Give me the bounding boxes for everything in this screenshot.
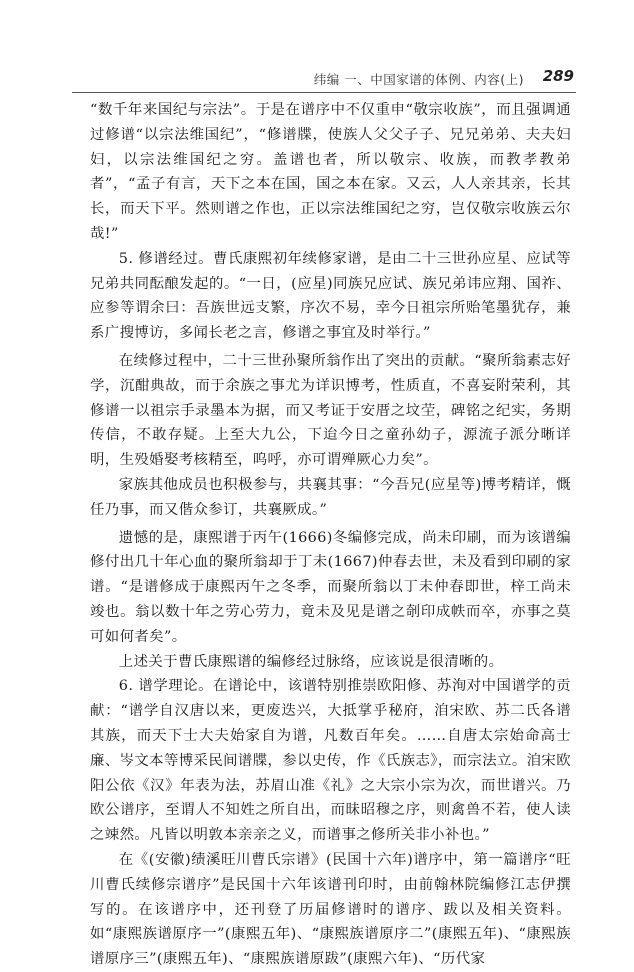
paragraph: 5. 修谱经过。曹氏康熙初年续修家谱，是由二十三世孙应星、应试等兄弟共同酝酿发起的。“一日，(应星)同族兄应试、族兄弟讳应翔、国祚、应参等谓余曰：吾族世远支繁，序次不易，幸今日祖宗所贻笔墨犹存，兼系广搜博访，多闻长老之言，修谱之事宜及时举行。” bbox=[90, 250, 571, 342]
paragraph: “数千年来国纪与宗法”。于是在谱序中不仅重申“敬宗收族”，而且强调通过修谱“以宗法维国纪”，“修谱牒，使族人父父子子、兄兄弟弟、夫夫妇妇，以宗法维国纪之穷。盖谱也者，所以敬宗、收族，而教孝教弟者”，“孟子有言，天下之本在国，国之本在家。又云，人人亲其亲，长其长，而天下平。然则谱之作也，正以宗法维国纪之穷，岂仅敬宗收族云尔哉!” bbox=[90, 102, 571, 242]
paragraph: 上述关于曹氏康熙谱的编修经过脉络，应该说是很清晰的。 bbox=[118, 653, 504, 670]
paragraph: 在《(安徽)绩溪旺川曹氏宗谱》(民国十六年)谱序中，第一篇谱序“旺川曹氏续修宗谱序”是民国十六年该谱刊印时，由前翰林院编修江志伊撰写的。在该谱序中，还刊登了历届修谱时的谱序、跋以及相关资料。如“康熙族谱原序一”(康熙五年)、“康熙族谱原序二”(康熙五年)、“康熙族谱原序三”(康熙五年)、“康熙族谱原跋”(康熙六年)、“历代家 bbox=[90, 851, 571, 968]
body-text bbox=[90, 98, 571, 972]
running-header bbox=[72, 66, 576, 93]
paragraph: 遗憾的是，康熙谱于丙午(1666)冬编修完成，尚未印刷，而为该谱编修付出几十年心血的聚所翁却于丁未(1667)仲春去世，未及看到印刷的家谱。“是谱修成于康熙丙午之冬季，而聚所翁以丁未仲春即世，梓工尚未竣也。翁以数十年之劳心劳力，竟未及见是谱之剞印成帙而卒，亦事之莫可如何者矣”。 bbox=[90, 529, 571, 645]
header-title: 纬编 一、中国家谱的体例、内容(上) bbox=[313, 72, 524, 87]
paragraph: 6. 谱学理论。在谱论中，该谱特别推崇欧阳修、苏洵对中国谱学的贡献：“谱学自汉唐以来，更废迭兴，大抵掌乎秘府，洎宋欧、苏二氏各谱其族，而天下士大夫始家自为谱，凡数百年矣。……自唐太宗始命高士廉、岑文本等博采民间谱牒，参以史传，作《氏族志》，而宗法立。洎宋欧阳公依《汉》年表为法，苏眉山准《礼》之大宗小宗为次，而世谱兴。乃欧公谱序，至谓人不知姓之所自出，而昧昭穆之序，则禽兽不若，使人读之竦然。凡皆以明敦本亲亲之义，而谱事之修所关非小补也。” bbox=[90, 678, 571, 844]
paragraph: 在续修过程中，二十三世孙聚所翁作出了突出的贡献。“聚所翁素志好学，沉酣典故，而于余族之事尤为详识博考，性质直，不喜妄附荣利，其修谱一以祖宗手录墨本为据，而又考证于安厝之坟茔，碑铭之纪实，务期传信，不敢存疑。上至大九公，下迨今日之童孙幼子，源流子派分晰详明，生殁婚娶考核精至，呜呼，亦可谓殚厥心力矣”。 bbox=[90, 352, 571, 469]
paragraph: 家族其他成员也积极参与，共襄其事：“今吾兄(应星等)博考精详，慨任乃事，而又偕众参订，共襄厥成。” bbox=[90, 476, 571, 518]
page-number: 289 bbox=[542, 67, 574, 85]
